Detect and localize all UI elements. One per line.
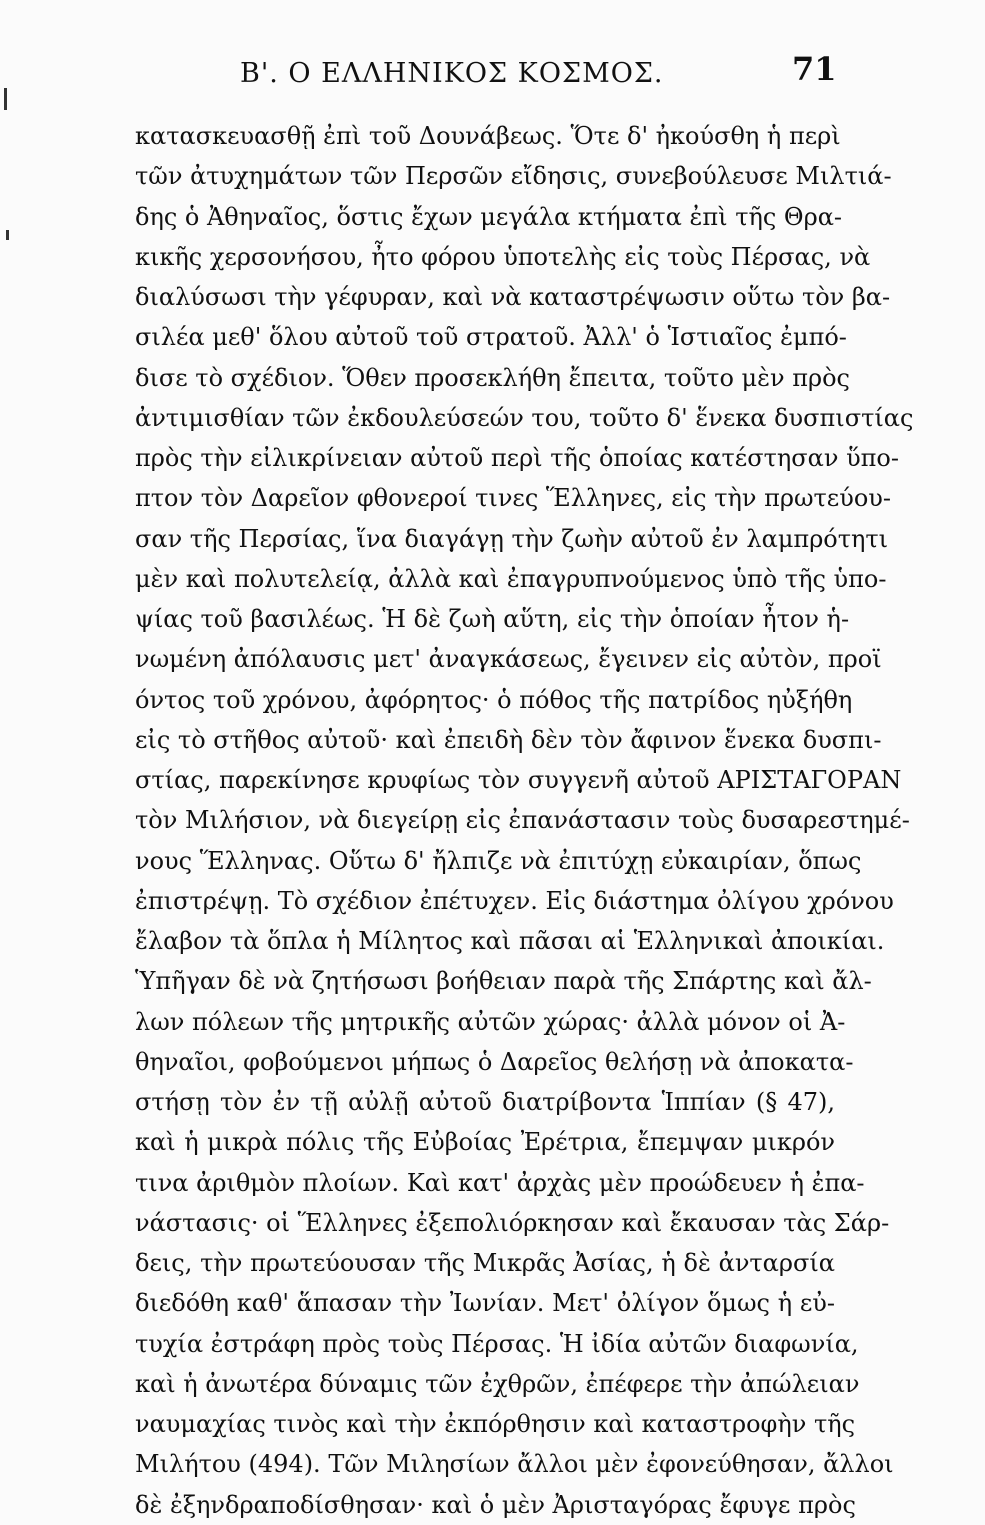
text-line: εἰς τὸ στῆθος αὐτοῦ· καὶ ἐπειδὴ δὲν τὸν ἄφινον ἕνεκα δυσπι- bbox=[135, 725, 882, 754]
text-line: κατασκευασθῇ ἐπὶ τοῦ Δουνάβεως. Ὅτε δ' ἠκούσθη ἡ περὶ bbox=[135, 122, 841, 150]
text-line: στίας, παρεκίνησε κρυφίως τὸν συγγενῆ αὐτοῦ ΑΡΙΣΤΑΓΟΡΑΝ bbox=[135, 766, 902, 794]
text-line: νάστασις· οἱ Ἕλληνες ἐξεπολιόρκησαν καὶ ἔκαυσαν τὰς Σάρ- bbox=[135, 1208, 890, 1237]
text-line: Ὑπῆγαν δὲ νὰ ζητήσωσι βοήθειαν παρὰ τῆς Σπάρτης καὶ ἄλ- bbox=[135, 967, 872, 996]
text-line: θηναῖοι, φοβούμενοι μήπως ὁ Δαρεῖος θελήσῃ νὰ ἀποκατα- bbox=[135, 1047, 854, 1076]
text-line: καὶ ἡ ἀνωτέρα δύναμις τῶν ἐχθρῶν, ἐπέφερε τὴν ἀπώλειαν bbox=[135, 1369, 860, 1398]
text-line: καὶ ἡ μικρὰ πόλις τῆς Εὐβοίας Ἐρέτρια, ἔπεμψαν μικρόν bbox=[135, 1128, 835, 1157]
text-line: τῶν ἀτυχημάτων τῶν Περσῶν εἴδησις, συνεβούλευσε Μιλτιά- bbox=[135, 162, 892, 191]
text-line: νους Ἕλληνας. Οὕτω δ' ἤλπιζε νὰ ἐπιτύχῃ εὐκαιρίαν, ὅπως bbox=[135, 846, 862, 875]
text-line: τὸν Μιλήσιον, νὰ διεγείρῃ εἰς ἐπανάστασιν τοὺς δυσαρεστημέ- bbox=[135, 806, 910, 835]
text-line: νωμένη ἀπόλαυσις μετ' ἀναγκάσεως, ἔγεινεν εἰς αὐτὸν, προϊ bbox=[135, 645, 882, 674]
text-line: δισε τὸ σχέδιον. Ὅθεν προσεκλήθη ἔπειτα, τοῦτο μὲν πρὸς bbox=[135, 363, 850, 392]
text-line: λων πόλεων τῆς μητρικῆς αὐτῶν χώρας· ἀλλὰ μόνον οἱ Ἀ- bbox=[135, 1007, 846, 1036]
text-line: ἐπιστρέψῃ. Τὸ σχέδιον ἐπέτυχεν. Εἰς διάστημα ὀλίγου χρόνου bbox=[135, 886, 894, 915]
text-line: διεδόθη καθ' ἅπασαν τὴν Ἰωνίαν. Μετ' ὀλίγον ὅμως ἡ εὐ- bbox=[135, 1289, 835, 1318]
text-line: όντος τοῦ χρόνου, ἀφόρητος· ὁ πόθος τῆς πατρίδος ηὐξήθη bbox=[135, 685, 853, 714]
text-line: τυχία ἐστράφη πρὸς τοὺς Πέρσας. Ἡ ἰδία αὐτῶν διαφωνία, bbox=[135, 1329, 859, 1358]
margin-mark-middle bbox=[6, 230, 9, 240]
text-line: μὲν καὶ πολυτελείᾳ, ἀλλὰ καὶ ἐπαγρυπνούμενος ὑπὸ τῆς ὑπο- bbox=[135, 564, 887, 593]
text-line: ἀντιμισθίαν τῶν ἐκδουλεύσεών του, τοῦτο δ' ἕνεκα δυσπιστίας bbox=[135, 403, 914, 432]
text-line: τινα ἀριθμὸν πλοίων. Καὶ κατ' ἀρχὰς μὲν προώδευεν ἡ ἐπα- bbox=[135, 1168, 865, 1197]
text-line: δης ὁ Ἀθηναῖος, ὅστις ἔχων μεγάλα κτήματα ἐπὶ τῆς Θρα- bbox=[135, 202, 843, 231]
text-line: δεις, τὴν πρωτεύουσαν τῆς Μικρᾶς Ἀσίας, ἡ δὲ ἀνταρσία bbox=[135, 1249, 835, 1277]
text-line: πρὸς τὴν εἰλικρίνειαν αὐτοῦ περὶ τῆς ὁποίας κατέστησαν ὕπο- bbox=[135, 444, 899, 472]
text-line: σαν τῆς Περσίας, ἵνα διαγάγῃ τὴν ζωὴν αὐτοῦ ἐν λαμπρότητι bbox=[135, 524, 889, 553]
text-line: Μιλήτου (494). Τῶν Μιλησίων ἄλλοι μὲν ἐφονεύθησαν, ἄλλοι bbox=[135, 1450, 894, 1479]
text-line: ἔλαβον τὰ ὅπλα ἡ Μίλητος καὶ πᾶσαι αἱ Ἑλληνικαὶ ἀποικίαι. bbox=[135, 927, 885, 955]
text-line: στήσῃ τὸν ἐν τῇ αὐλῇ αὐτοῦ διατρίβοντα Ἱππίαν (§ 47), bbox=[135, 1088, 835, 1116]
text-line: ναυμαχίας τινὸς καὶ τὴν ἐκπόρθησιν καὶ καταστροφὴν τῆς bbox=[135, 1410, 856, 1438]
text-line: διαλύσωσι τὴν γέφυραν, καὶ νὰ καταστρέψωσιν οὕτω τὸν βα- bbox=[135, 283, 891, 311]
page-number: 71 bbox=[792, 50, 837, 88]
text-line: δὲ ἐξηνδραποδίσθησαν· καὶ ὁ μὲν Ἀρισταγόρας ἔφυγε πρὸς bbox=[135, 1490, 856, 1519]
body-text bbox=[135, 116, 914, 1525]
running-title: Β'. Ο ΕΛΛΗΝΙΚΟΣ ΚΟΣΜΟΣ. bbox=[240, 58, 664, 89]
text-line: ψίας τοῦ βασιλέως. Ἡ δὲ ζωὴ αὕτη, εἰς τὴν ὁποίαν ἦτον ἡ- bbox=[135, 605, 850, 633]
text-line: κικῆς χερσονήσου, ἦτο φόρου ὑποτελὴς εἰς τοὺς Πέρσας, νὰ bbox=[135, 242, 871, 271]
text-line: σιλέα μεθ' ὅλου αὐτοῦ τοῦ στρατοῦ. Ἀλλ' ὁ Ἱστιαῖος ἐμπό- bbox=[135, 323, 847, 352]
margin-mark-top bbox=[4, 88, 7, 110]
text-line: πτον τὸν Δαρεῖον φθονεροί τινες Ἕλληνες, εἰς τὴν πρωτεύου- bbox=[135, 484, 891, 513]
